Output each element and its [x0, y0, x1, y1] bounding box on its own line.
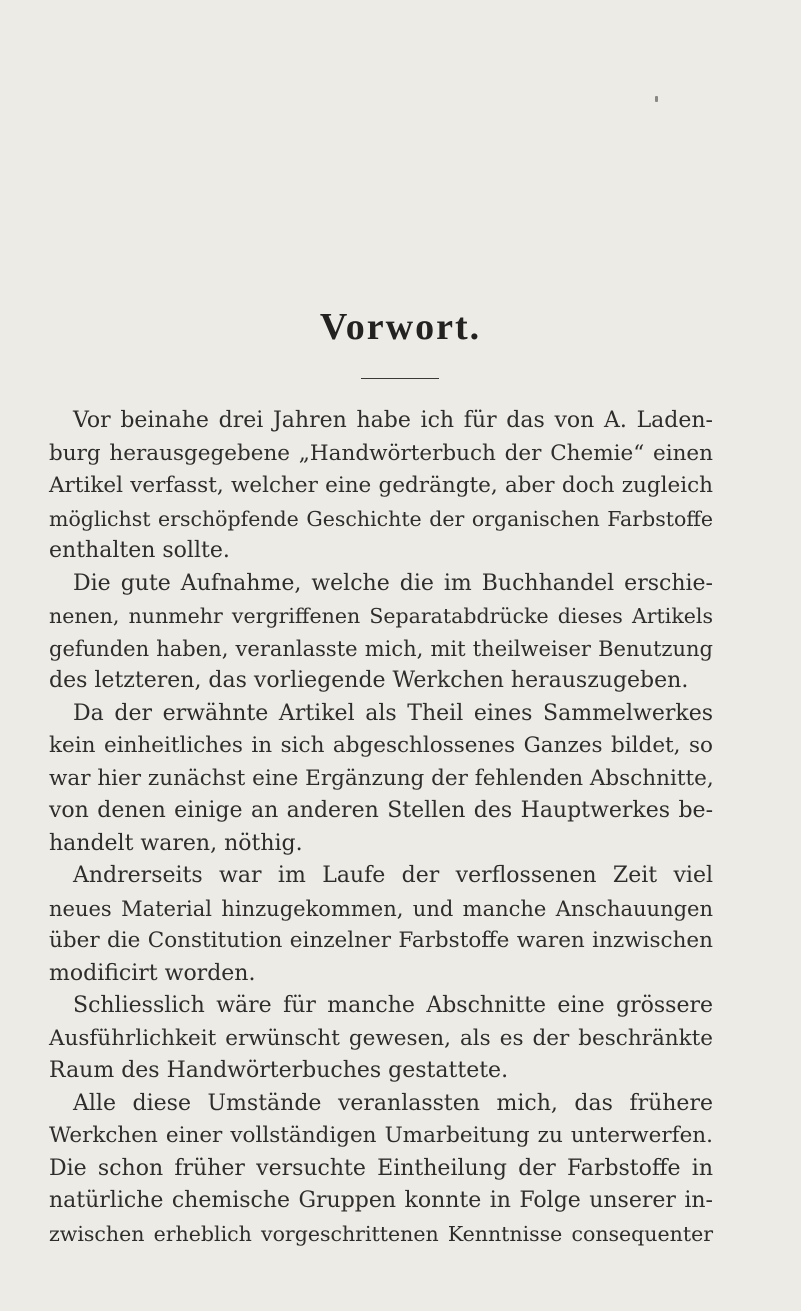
preface-text — [49, 405, 713, 1250]
text-line: modificirt worden. — [49, 960, 256, 986]
text-line: kein einheitliches in sich abgeschlossenes Ganzes bildet, so — [49, 733, 713, 758]
text-line: Werkchen einer vollständigen Umarbeitung zu unterwerfen. — [49, 1123, 713, 1148]
text-line: Vor beinahe drei Jahren habe ich für das von A. Laden- — [73, 408, 713, 433]
text-line: Da der erwähnte Artikel als Theil eines Sammelwerkes — [73, 700, 713, 726]
text-line: Die schon früher versuchte Eintheilung der Farbstoffe in — [49, 1155, 713, 1181]
text-line: natürliche chemische Gruppen konnte in Folge unserer in- — [49, 1188, 713, 1213]
text-line: Andrerseits war im Laufe der verflossenen Zeit viel — [73, 863, 713, 888]
text-line: zwischen erheblich vorgeschrittenen Kenntnisse consequenter — [49, 1221, 713, 1246]
page-title: Vorwort. — [319, 306, 482, 348]
text-line: Raum des Handwörterbuches gestattete. — [49, 1058, 509, 1083]
text-line: gefunden haben, veranlasste mich, mit theilweiser Benutzung — [49, 636, 713, 661]
ink-speck — [655, 96, 658, 102]
text-line: Schliesslich wäre für manche Abschnitte eine grössere — [73, 993, 713, 1018]
title-divider — [361, 378, 439, 379]
text-line: burg herausgegebene „Handwörterbuch der Chemie“ einen — [49, 440, 713, 466]
text-line: nenen, nunmehr vergriffenen Separatabdrücke dieses Artikels — [49, 604, 713, 628]
text-line: war hier zunächst eine Ergänzung der fehlenden Abschnitte, — [49, 765, 714, 791]
text-line: enthalten sollte. — [49, 538, 230, 563]
text-line: neues Material hinzugekommen, und manche Anschauungen — [49, 896, 713, 921]
text-line: möglichst erschöpfende Geschichte der organischen Farbstoffe — [49, 506, 713, 531]
text-line: Die gute Aufnahme, welche die im Buchhandel erschie- — [73, 570, 713, 596]
text-line: von denen einige an anderen Stellen des Hauptwerkes be- — [49, 798, 713, 823]
text-line: des letzteren, das vorliegende Werkchen herauszugeben. — [49, 668, 689, 693]
text-line: Alle diese Umstände veranlassten mich, das frühere — [73, 1090, 713, 1116]
text-line: Ausführlichkeit erwünscht gewesen, als es der beschränkte — [49, 1025, 713, 1051]
text-line: über die Constitution einzelner Farbstoffe waren inzwischen — [49, 928, 713, 953]
text-line: Artikel verfasst, welcher eine gedrängte, aber doch zugleich — [49, 473, 713, 498]
text-line: handelt waren, nöthig. — [49, 830, 303, 856]
